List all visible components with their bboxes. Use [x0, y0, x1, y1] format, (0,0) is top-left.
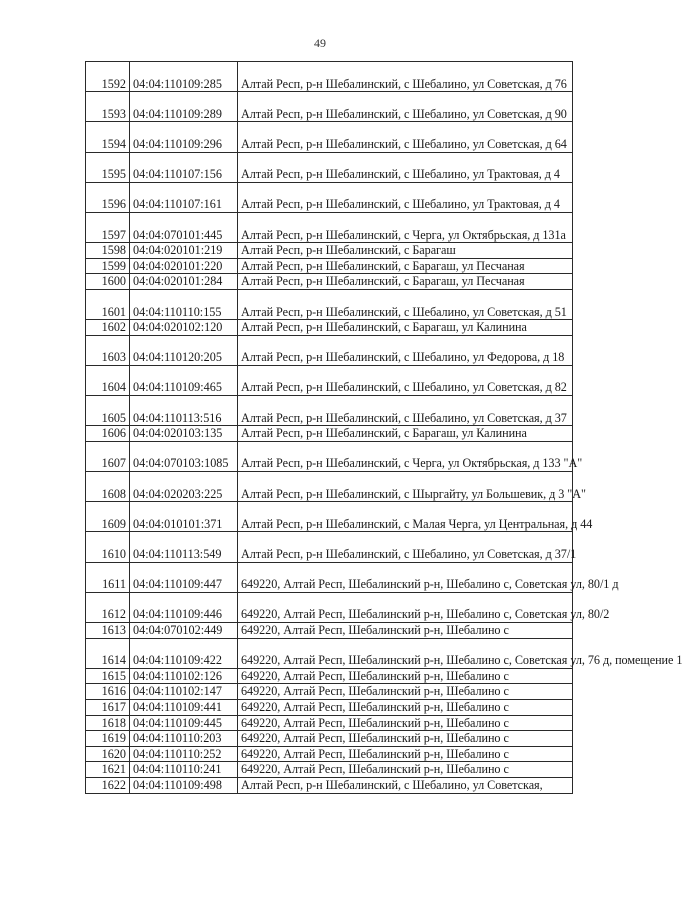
table-row	[86, 562, 573, 592]
row-number-cell: 1600	[86, 274, 130, 290]
cadastral-number-cell: 04:04:110107:156	[130, 152, 238, 182]
address-cell: Алтай Респ, р-н Шебалинский, с Шебалино, ул Советская, д 51	[238, 289, 573, 319]
table-row	[86, 289, 573, 319]
row-number-cell: 1603	[86, 335, 130, 365]
row-number-cell: 1612	[86, 592, 130, 622]
address-cell: Алтай Респ, р-н Шебалинский, с Шебалино, ул Советская, д 37	[238, 396, 573, 426]
table-row	[86, 212, 573, 242]
address-cell: Алтай Респ, р-н Шебалинский, с Шебалино, ул Советская, д 64	[238, 122, 573, 152]
cadastral-number-cell: 04:04:020101:219	[130, 243, 238, 259]
row-number-cell: 1609	[86, 502, 130, 532]
cadastral-number-cell: 04:04:110109:446	[130, 592, 238, 622]
registry-table	[85, 61, 682, 794]
table-row	[86, 532, 573, 562]
address-cell: Алтай Респ, р-н Шебалинский, с Шебалино, ул Советская, д 37/1	[238, 532, 573, 562]
row-number-cell: 1620	[86, 746, 130, 762]
table-row	[86, 182, 573, 212]
cadastral-number-cell: 04:04:110120:205	[130, 335, 238, 365]
row-number-cell: 1607	[86, 441, 130, 471]
row-number-cell: 1601	[86, 289, 130, 319]
row-number-cell: 1606	[86, 426, 130, 442]
table-row	[86, 684, 573, 700]
address-cell: 649220, Алтай Респ, Шебалинский р-н, Шебалино с, Советская ул, 76 д, помещение 1	[238, 638, 573, 668]
address-cell: 649220, Алтай Респ, Шебалинский р-н, Шебалино с, Советская ул, 80/2	[238, 592, 573, 622]
cadastral-number-cell: 04:04:110109:498	[130, 777, 238, 793]
address-cell: 649220, Алтай Респ, Шебалинский р-н, Шебалино с	[238, 622, 573, 638]
table-row	[86, 746, 573, 762]
table-row	[86, 715, 573, 731]
cadastral-number-cell: 04:04:020101:220	[130, 258, 238, 274]
table-row	[86, 731, 573, 747]
row-number-cell: 1595	[86, 152, 130, 182]
address-cell: Алтай Респ, р-н Шебалинский, с Черга, ул Октябрьская, д 131а	[238, 212, 573, 242]
row-number-cell: 1621	[86, 762, 130, 778]
cadastral-number-cell: 04:04:020101:284	[130, 274, 238, 290]
table-row	[86, 396, 573, 426]
table-row	[86, 152, 573, 182]
table-row	[86, 92, 573, 122]
row-number-cell: 1592	[86, 62, 130, 92]
address-cell: Алтай Респ, р-н Шебалинский, с Барагаш, ул Песчаная	[238, 274, 573, 290]
table-row	[86, 426, 573, 442]
address-cell: 649220, Алтай Респ, Шебалинский р-н, Шебалино с	[238, 715, 573, 731]
address-cell: 649220, Алтай Респ, Шебалинский р-н, Шебалино с	[238, 746, 573, 762]
cadastral-number-cell: 04:04:110102:147	[130, 684, 238, 700]
address-cell: 649220, Алтай Респ, Шебалинский р-н, Шебалино с	[238, 699, 573, 715]
table-row	[86, 274, 573, 290]
table-row	[86, 777, 573, 793]
table-row	[86, 258, 573, 274]
page-number: 49	[314, 36, 326, 50]
table-row	[86, 592, 573, 622]
cadastral-number-cell: 04:04:110109:465	[130, 365, 238, 395]
address-cell: Алтай Респ, р-н Шебалинский, с Барагаш, ул Калинина	[238, 426, 573, 442]
cadastral-number-cell: 04:04:110110:203	[130, 731, 238, 747]
table-row	[86, 122, 573, 152]
cadastral-number-cell: 04:04:110113:549	[130, 532, 238, 562]
row-number-cell: 1616	[86, 684, 130, 700]
table-row	[86, 699, 573, 715]
cadastral-number-cell: 04:04:020102:120	[130, 320, 238, 336]
row-number-cell: 1602	[86, 320, 130, 336]
cadastral-number-cell: 04:04:070103:1085	[130, 441, 238, 471]
address-cell: 649220, Алтай Респ, Шебалинский р-н, Шебалино с	[238, 684, 573, 700]
cadastral-number-cell: 04:04:110110:155	[130, 289, 238, 319]
address-cell: 649220, Алтай Респ, Шебалинский р-н, Шебалино с	[238, 668, 573, 684]
address-cell: 649220, Алтай Респ, Шебалинский р-н, Шебалино с, Советская ул, 80/1 д	[238, 562, 573, 592]
row-number-cell: 1613	[86, 622, 130, 638]
address-cell: Алтай Респ, р-н Шебалинский, с Шебалино, ул Трактовая, д 4	[238, 152, 573, 182]
address-cell: Алтай Респ, р-н Шебалинский, с Барагаш, ул Песчаная	[238, 258, 573, 274]
cadastral-number-cell: 04:04:020203:225	[130, 472, 238, 502]
cadastral-number-cell: 04:04:110110:252	[130, 746, 238, 762]
row-number-cell: 1598	[86, 243, 130, 259]
cadastral-number-cell: 04:04:110110:241	[130, 762, 238, 778]
row-number-cell: 1619	[86, 731, 130, 747]
row-number-cell: 1617	[86, 699, 130, 715]
address-cell: 649220, Алтай Респ, Шебалинский р-н, Шебалино с	[238, 731, 573, 747]
row-number-cell: 1611	[86, 562, 130, 592]
cadastral-number-cell: 04:04:110109:447	[130, 562, 238, 592]
table-row	[86, 62, 573, 92]
address-cell: Алтай Респ, р-н Шебалинский, с Барагаш, ул Калинина	[238, 320, 573, 336]
row-number-cell: 1622	[86, 777, 130, 793]
address-cell: Алтай Респ, р-н Шебалинский, с Шебалино, ул Федорова, д 18	[238, 335, 573, 365]
address-cell: Алтай Респ, р-н Шебалинский, с Черга, ул Октябрьская, д 133 "А"	[238, 441, 573, 471]
cadastral-number-cell: 04:04:020103:135	[130, 426, 238, 442]
address-cell: Алтай Респ, р-н Шебалинский, с Шебалино, ул Советская, д 82	[238, 365, 573, 395]
cadastral-number-cell: 04:04:110109:441	[130, 699, 238, 715]
row-number-cell: 1618	[86, 715, 130, 731]
table-row	[86, 472, 573, 502]
row-number-cell: 1604	[86, 365, 130, 395]
table-row	[86, 365, 573, 395]
row-number-cell: 1599	[86, 258, 130, 274]
cadastral-number-cell: 04:04:110109:445	[130, 715, 238, 731]
cadastral-number-cell: 04:04:110113:516	[130, 396, 238, 426]
address-cell: Алтай Респ, р-н Шебалинский, с Шебалино, ул Советская,	[238, 777, 573, 793]
address-cell: Алтай Респ, р-н Шебалинский, с Шебалино, ул Трактовая, д 4	[238, 182, 573, 212]
table-row	[86, 502, 573, 532]
table-row	[86, 622, 573, 638]
cadastral-number-cell: 04:04:110109:296	[130, 122, 238, 152]
cadastral-number-cell: 04:04:110107:161	[130, 182, 238, 212]
registry-table-body	[86, 62, 682, 794]
row-number-cell: 1615	[86, 668, 130, 684]
address-cell: Алтай Респ, р-н Шебалинский, с Шебалино, ул Советская, д 76	[238, 62, 573, 92]
cadastral-number-cell: 04:04:070101:445	[130, 212, 238, 242]
cadastral-number-cell: 04:04:110109:285	[130, 62, 238, 92]
row-number-cell: 1594	[86, 122, 130, 152]
table-row	[86, 762, 573, 778]
table-row	[86, 243, 573, 259]
row-number-cell: 1610	[86, 532, 130, 562]
cadastral-number-cell: 04:04:010101:371	[130, 502, 238, 532]
row-number-cell: 1597	[86, 212, 130, 242]
address-cell: Алтай Респ, р-н Шебалинский, с Шыргайту, ул Большевик, д 3 "А"	[238, 472, 573, 502]
table-row	[86, 668, 573, 684]
row-number-cell: 1593	[86, 92, 130, 122]
cadastral-number-cell: 04:04:070102:449	[130, 622, 238, 638]
table-row	[86, 335, 573, 365]
row-number-cell: 1605	[86, 396, 130, 426]
address-cell: Алтай Респ, р-н Шебалинский, с Барагаш	[238, 243, 573, 259]
address-cell: Алтай Респ, р-н Шебалинский, с Малая Черга, ул Центральная, д 44	[238, 502, 573, 532]
cadastral-number-cell: 04:04:110109:289	[130, 92, 238, 122]
table-row	[86, 441, 573, 471]
table-row	[86, 320, 573, 336]
table-row	[86, 638, 573, 668]
cadastral-number-cell: 04:04:110109:422	[130, 638, 238, 668]
row-number-cell: 1596	[86, 182, 130, 212]
address-cell: Алтай Респ, р-н Шебалинский, с Шебалино, ул Советская, д 90	[238, 92, 573, 122]
row-number-cell: 1608	[86, 472, 130, 502]
row-number-cell: 1614	[86, 638, 130, 668]
address-cell: 649220, Алтай Респ, Шебалинский р-н, Шебалино с	[238, 762, 573, 778]
cadastral-number-cell: 04:04:110102:126	[130, 668, 238, 684]
